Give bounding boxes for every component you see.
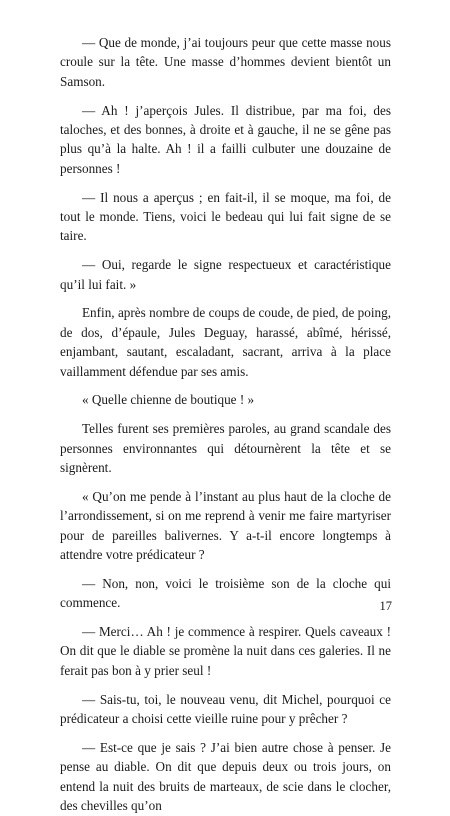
paragraph: — Est-ce que je sais ? J’ai bien autre chose à penser. Je pense au diable. On dit que depuis deux ou trois jours, on entend la nuit des bruits de marteaux, de scie dans le clocher, des chevilles qu’on: [60, 739, 391, 814]
paragraph: — Que de monde, j’ai toujours peur que cette masse nous croule sur la tête. Une masse d’hommes devient bientôt un Samson.: [60, 35, 391, 89]
paragraph: — Ah ! j’aperçois Jules. Il distribue, par ma foi, des taloches, et des bonnes, à droite et à gauche, il ne se gêne pas plus qu’à la halte. Ah ! il a failli culbuter une douzaine de personnes !: [60, 102, 391, 176]
paragraph: — Non, non, voici le troisième son de la cloche qui commence.: [60, 575, 391, 611]
paragraph: — Oui, regarde le signe respectueux et caractéristique qu’il lui fait. »: [60, 257, 391, 292]
page-number: 17: [379, 599, 392, 613]
paragraph: — Merci… Ah ! je commence à respirer. Quels caveaux ! On dit que le diable se promène la nuit dans ces galeries. Il ne ferait pas bon à y prier seul !: [60, 624, 391, 678]
paragraph: Telles furent ses premières paroles, au grand scandale des personnes environnantes qui détournèrent la tête et se signèrent.: [60, 421, 391, 476]
paragraph: Enfin, après nombre de coups de coude, de pied, de poing, de dos, d’épaule, Jules Deguay, harassé, abîmé, hérissé, enjambant, sautant, escaladant, sacrant, arriva à la place vaillamment défendue par ses amis.: [60, 305, 391, 379]
paragraph: — Il nous a aperçus ; en fait-il, il se moque, ma foi, de tout le monde. Tiens, voici le bedeau qui lui fait signe de se taire.: [60, 189, 391, 244]
paragraph: « Qu’on me pende à l’instant au plus haut de la cloche de l’arrondissement, si on me reprend à venir me faire martyriser pour de pareilles balivernes. Y a-t-il encore longtemps à attendre votre prédicateur ?: [60, 488, 391, 563]
paragraph: « Quelle chienne de boutique ! »: [82, 392, 255, 408]
body-text: [60, 33, 391, 816]
paragraph: — Sais-tu, toi, le nouveau venu, dit Michel, pourquoi ce prédicateur a choisi cette vieille ruine pour y prêcher ?: [60, 691, 391, 727]
